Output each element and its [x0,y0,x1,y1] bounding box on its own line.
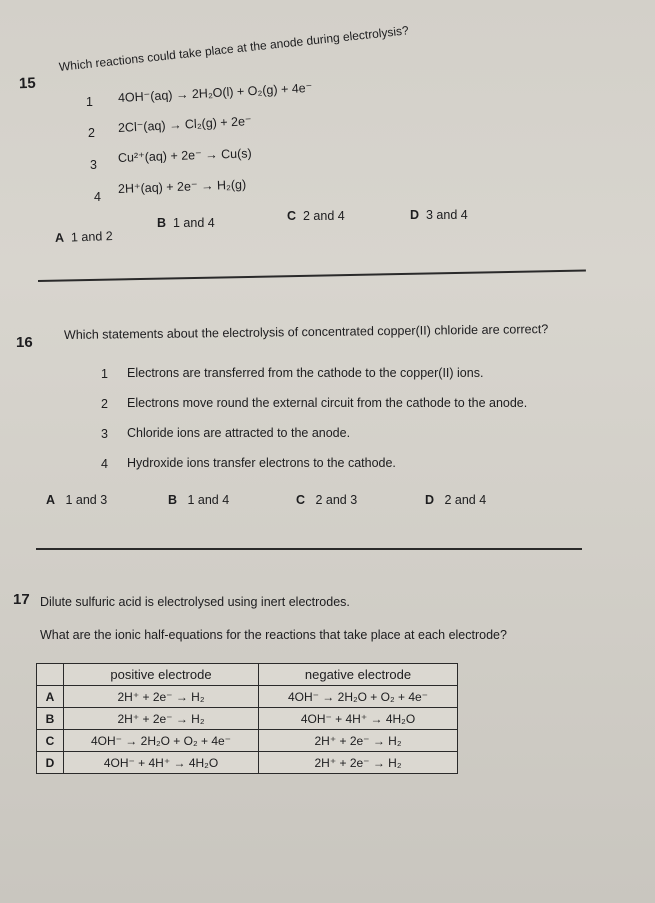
q16-statement-2: Electrons move round the external circuit from the cathode to the anode. [127,396,528,410]
negative-electrode-cell: 2H⁺ + 2e⁻ → H₂ [259,752,458,774]
table-row[interactable] [37,686,458,708]
divider-q15-q16 [38,269,586,281]
row-letter: D [37,752,64,774]
q16-statement-4-number: 4 [101,457,108,471]
q15-reaction-2-number: 2 [88,126,95,140]
q15-option-b-letter: B [157,216,167,230]
q15-option-b[interactable] [157,216,215,230]
q15-option-b-text: 1 and 4 [172,216,215,230]
q15-reaction-2: 2Cl⁻(aq) → Cl₂(g) + 2e⁻ [117,114,252,135]
q15-reaction-4: 2H⁺(aq) + 2e⁻ → H₂(g) [117,177,247,196]
q16-number: 16 [16,334,33,351]
table-row[interactable] [37,730,458,752]
q16-statement-1: Electrons are transferred from the cathode to the copper(II) ions. [127,366,484,380]
q15-reaction-1-number: 1 [86,95,93,109]
q15-reaction-3: Cu²⁺(aq) + 2e⁻ → Cu(s) [117,146,252,165]
positive-electrode-cell: 4OH⁻ → 2H₂O + O₂ + 4e⁻ [64,730,259,752]
q16-statement-2-number: 2 [101,397,108,411]
table-row[interactable] [37,752,458,774]
q16-option-d[interactable] [425,493,486,507]
q15-stem: Which reactions could take place at the anode during electrolysis? [58,23,410,74]
positive-electrode-cell: 2H⁺ + 2e⁻ → H₂ [64,686,259,708]
q15-reaction-1: 4OH⁻(aq) → 2H₂O(l) + O₂(g) + 4e⁻ [117,80,313,105]
row-letter: C [37,730,64,752]
q16-option-b-letter: B [168,493,178,507]
negative-electrode-cell: 4OH⁻ + 4H⁺ → 4H₂O [259,708,458,730]
q15-option-d-text: 3 and 4 [425,208,468,222]
row-letter: A [37,686,64,708]
q16-statement-1-number: 1 [101,367,108,381]
q15-option-a-text: 1 and 2 [70,228,113,245]
q17-stem-2: What are the ionic half-equations for the reactions that take place at each electrode? [40,628,507,642]
positive-electrode-cell: 4OH⁻ + 4H⁺ → 4H₂O [64,752,259,774]
table-header-row [37,664,458,686]
q16-option-d-text: 2 and 4 [444,493,487,507]
q17-number: 17 [13,591,30,608]
row-letter: B [37,708,64,730]
divider-q16-q17 [36,548,582,550]
q16-option-c[interactable] [296,493,357,507]
q16-statement-3-number: 3 [101,427,108,441]
q15-option-d[interactable] [410,208,468,222]
q15-reaction-4-number: 4 [94,190,101,204]
negative-electrode-cell: 2H⁺ + 2e⁻ → H₂ [259,730,458,752]
q15-option-c-letter: C [287,209,297,223]
q16-statement-3: Chloride ions are attracted to the anode. [127,426,351,440]
q15-option-c[interactable] [287,209,345,223]
negative-electrode-cell: 4OH⁻ → 2H₂O + O₂ + 4e⁻ [259,686,458,708]
q17-answer-table [36,663,458,774]
q15-option-a-letter: A [54,230,65,246]
q16-stem: Which statements about the electrolysis of concentrated copper(II) chloride are correct? [63,322,549,342]
header-positive-electrode: positive electrode [64,664,259,686]
q16-option-a-letter: A [46,493,56,507]
q16-option-c-letter: C [296,493,306,507]
q15-option-d-letter: D [410,208,420,222]
q16-option-d-letter: D [425,493,435,507]
q15-number: 15 [18,74,36,93]
positive-electrode-cell: 2H⁺ + 2e⁻ → H₂ [64,708,259,730]
q17-stem-1: Dilute sulfuric acid is electrolysed using inert electrodes. [40,595,350,609]
q16-option-b[interactable] [168,493,229,507]
table-header-blank [37,664,64,686]
q16-option-a-text: 1 and 3 [65,493,108,507]
q15-option-c-text: 2 and 4 [302,209,345,223]
q15-option-a[interactable] [55,229,113,245]
header-negative-electrode: negative electrode [259,664,458,686]
q15-reaction-3-number: 3 [90,158,97,172]
q16-statement-4: Hydroxide ions transfer electrons to the cathode. [127,456,396,470]
q16-option-a[interactable] [46,493,107,507]
q16-option-c-text: 2 and 3 [315,493,358,507]
table-row[interactable] [37,708,458,730]
q16-option-b-text: 1 and 4 [187,493,230,507]
